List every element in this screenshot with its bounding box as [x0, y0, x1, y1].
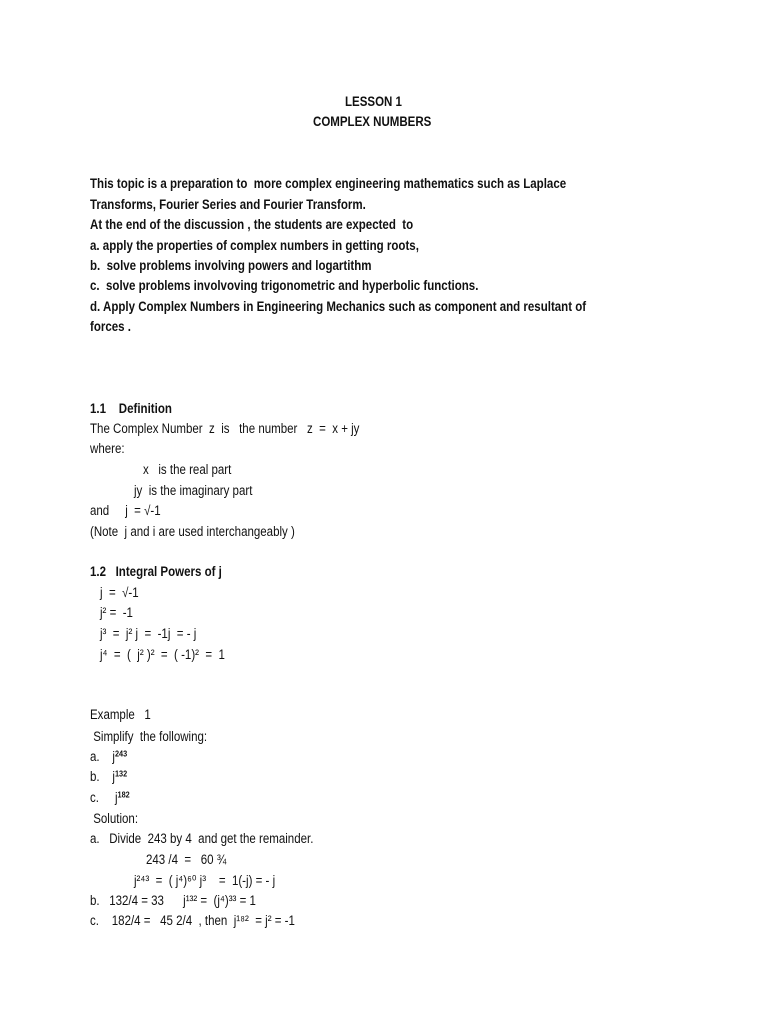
item-base: j [112, 749, 115, 764]
item-label: b. [90, 769, 100, 784]
solution-a-text: a. Divide 243 by 4 and get the remainder. [90, 831, 314, 846]
intro-line: At the end of the discussion , the students are expected to [90, 217, 414, 232]
definition-line: and j = √-1 [90, 503, 161, 518]
power-line: j² = -1 [100, 605, 133, 620]
section-heading-definition: 1.1 Definition [90, 401, 172, 416]
definition-note: (Note j and i are used interchangeably ) [90, 524, 295, 539]
intro-line: This topic is a preparation to more complex engineering mathematics such as Laplace [90, 176, 567, 191]
solution-b: b. 132/4 = 33 j¹³² = (j⁴)³³ = 1 [90, 893, 256, 908]
objective-d-cont: forces . [90, 319, 131, 334]
solution-a-division: 243 /4 = 60 ¾ [146, 852, 227, 867]
item-exponent: 243 [114, 748, 128, 759]
power-line: j = √-1 [100, 585, 139, 600]
objective-a: a. apply the properties of complex numbers in getting roots, [90, 238, 419, 253]
section-heading-powers: 1.2 Integral Powers of j [90, 564, 222, 579]
definition-line: The Complex Number z is the number z = x + jy [90, 421, 360, 436]
item-exponent: 182 [117, 789, 130, 800]
example-item [90, 790, 130, 806]
example-item [90, 769, 127, 785]
lesson-number: LESSON 1 [345, 94, 402, 109]
definition-line: x is the real part [143, 462, 232, 477]
item-label: c. [90, 790, 99, 805]
solution-label: Solution: [90, 811, 139, 826]
objective-d: d. Apply Complex Numbers in Engineering Mechanics such as component and resultant of [90, 299, 587, 314]
objective-c: c. solve problems involvoving trigonometric and hyperbolic functions. [90, 278, 479, 293]
item-base: j [114, 790, 118, 805]
item-label: a. [90, 749, 100, 764]
lesson-title: COMPLEX NUMBERS [313, 114, 432, 129]
power-line: j³ = j² j = -1j = - j [100, 626, 197, 641]
item-base: j [112, 769, 115, 784]
objective-b: b. solve problems involving powers and logartithm [90, 258, 372, 273]
solution-c: c. 182/4 = 45 2/4 , then j¹⁸² = j² = -1 [90, 913, 295, 928]
intro-line: Transforms, Fourier Series and Fourier Transform. [90, 197, 366, 212]
definition-line: jy is the imaginary part [134, 483, 253, 498]
item-exponent: 132 [114, 768, 128, 779]
power-line: j⁴ = ( j² )² = ( -1)² = 1 [100, 647, 225, 662]
definition-line: where: [90, 441, 125, 456]
example-item [90, 749, 127, 765]
example-prompt: Simplify the following: [90, 729, 208, 744]
example-heading: Example 1 [90, 707, 151, 722]
solution-a-equation: j²⁴³ = ( j⁴)⁶⁰ j³ = 1(-j) = - j [134, 873, 276, 888]
